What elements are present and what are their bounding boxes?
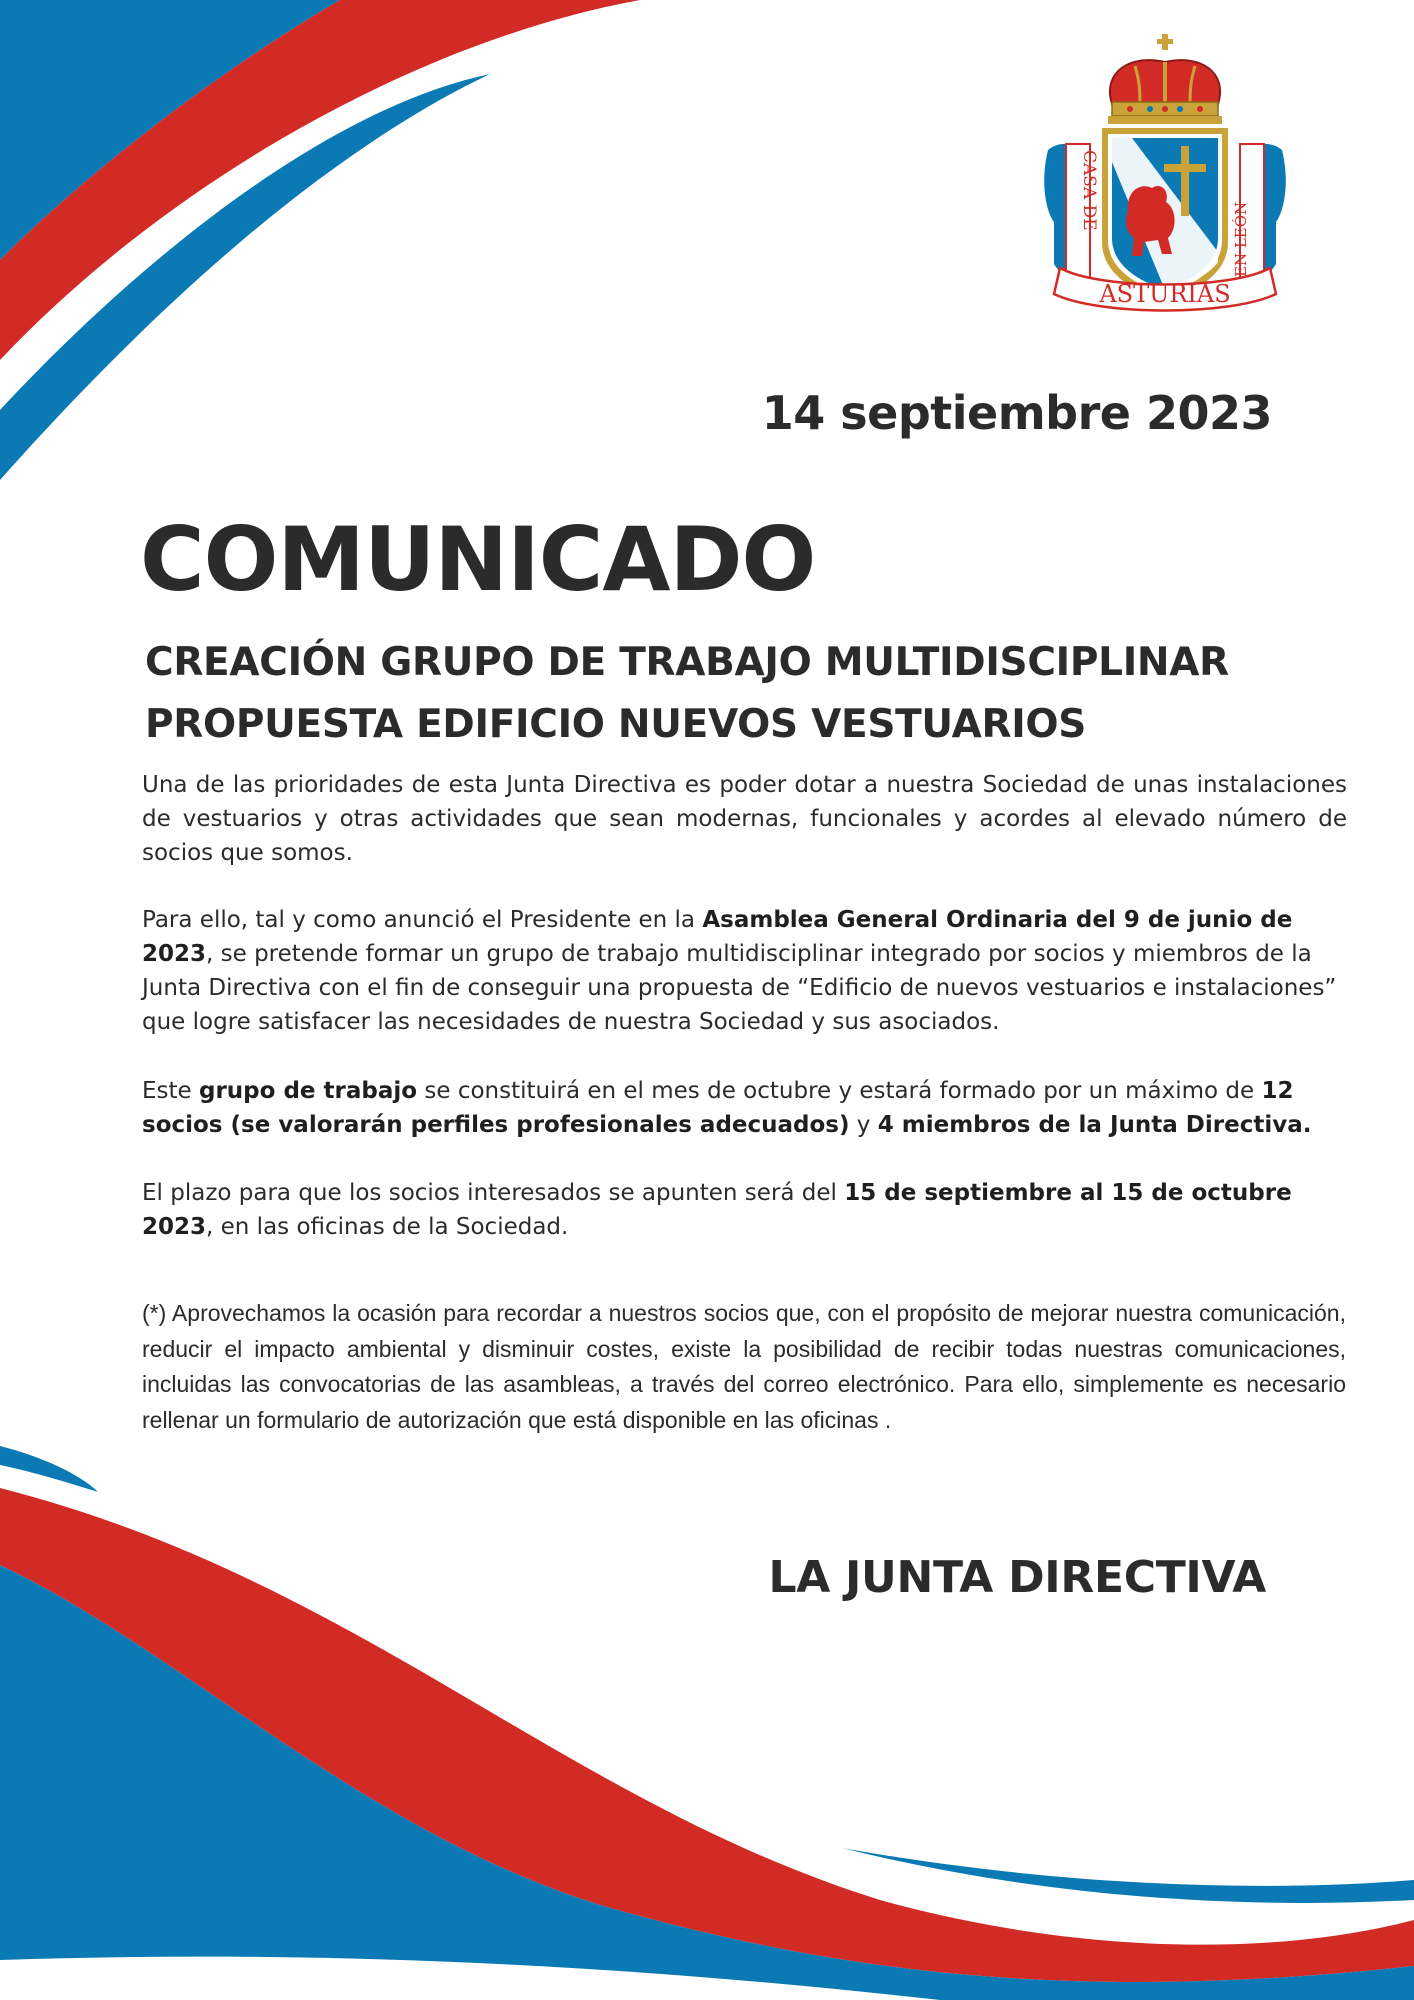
footnote-paragraph: (*) Aprovechamos la ocasión para recordar a nuestros socios que, con el propósito de mejorar nuestra comunicación, reducir el impacto ambiental y disminuir costes, existe la posibilidad de recibir todas nuestras comunicaciones, incluidas las convocatorias de las asambleas, a través del correo electrónico. Para ello, simplemente es necesario rellenar un formulario de autorización que está disponible en las oficinas . [142, 1300, 1346, 1433]
paragraph-3 [142, 1074, 1347, 1142]
subtitle-line-1: CREACIÓN GRUPO DE TRABAJO MULTIDISCIPLINAR [145, 640, 1229, 685]
paragraph-4-text-c: , en las oficinas de la Sociedad. [206, 1214, 569, 1240]
paragraph-4 [142, 1176, 1347, 1244]
bottom-thin-blue-stripe [0, 1446, 98, 1492]
paragraph-1: Una de las prioridades de esta Junta Directiva es poder dotar a nuestra Sociedad de unas instalaciones de vestuarios y otras actividades que sean modernas, funcionales y acordes al elevado número de socios que somos. [142, 772, 1347, 866]
document-subtitle [145, 632, 1295, 756]
crest-right-text: EN LEÓN [1232, 201, 1250, 277]
paragraph-3-text-e: y [849, 1112, 878, 1138]
subtitle-line-2: PROPUESTA EDIFICIO NUEVOS VESTUARIOS [145, 702, 1087, 747]
paragraph-3-bold-members: 12 socios (se valorarán perfiles profesionales adecuados) [142, 1078, 1294, 1138]
page-title: COMUNICADO [140, 508, 816, 611]
casa-de-asturias-crest-logo [1040, 32, 1290, 322]
paragraph-3-text-c: se constituirá en el mes de octubre y estará formado por un máximo de [417, 1078, 1262, 1104]
paragraph-3-bold-group: grupo de trabajo [199, 1078, 418, 1104]
crest-left-text: CASA DE [1079, 150, 1099, 231]
paragraph-3-text-a: Este [142, 1078, 199, 1104]
paragraph-2-text-a: Para ello, tal y como anunció el Presidente en la [142, 907, 703, 933]
paragraph-2-bold-assembly: Asamblea General Ordinaria del 9 de junio de 2023 [142, 907, 1293, 967]
bottom-right-blue-stripe [842, 1848, 1414, 1903]
paragraph-3-bold-board: 4 miembros de la Junta Directiva. [877, 1112, 1312, 1138]
paragraph-4-bold-deadline: 15 de septiembre al 15 de octubre 2023 [142, 1180, 1292, 1240]
document-date: 14 septiembre 2023 [761, 386, 1272, 440]
crest-bottom-text: ASTURIAS [1099, 280, 1231, 308]
paragraph-2-text-c: , se pretende formar un grupo de trabajo multidisciplinar integrado por socios y miembros de la Junta Directiva con el fin de conseguir una propuesta de “Edificio de nuevos vestuarios e instalaciones” que logre satisfacer las necesidades de nuestra Sociedad y sus asociados. [142, 941, 1337, 1035]
signature: LA JUNTA DIRECTIVA [768, 1552, 1266, 1603]
paragraph-2 [142, 903, 1347, 1039]
paragraph-4-text-a: El plazo para que los socios interesados se apunten será del [142, 1180, 845, 1206]
